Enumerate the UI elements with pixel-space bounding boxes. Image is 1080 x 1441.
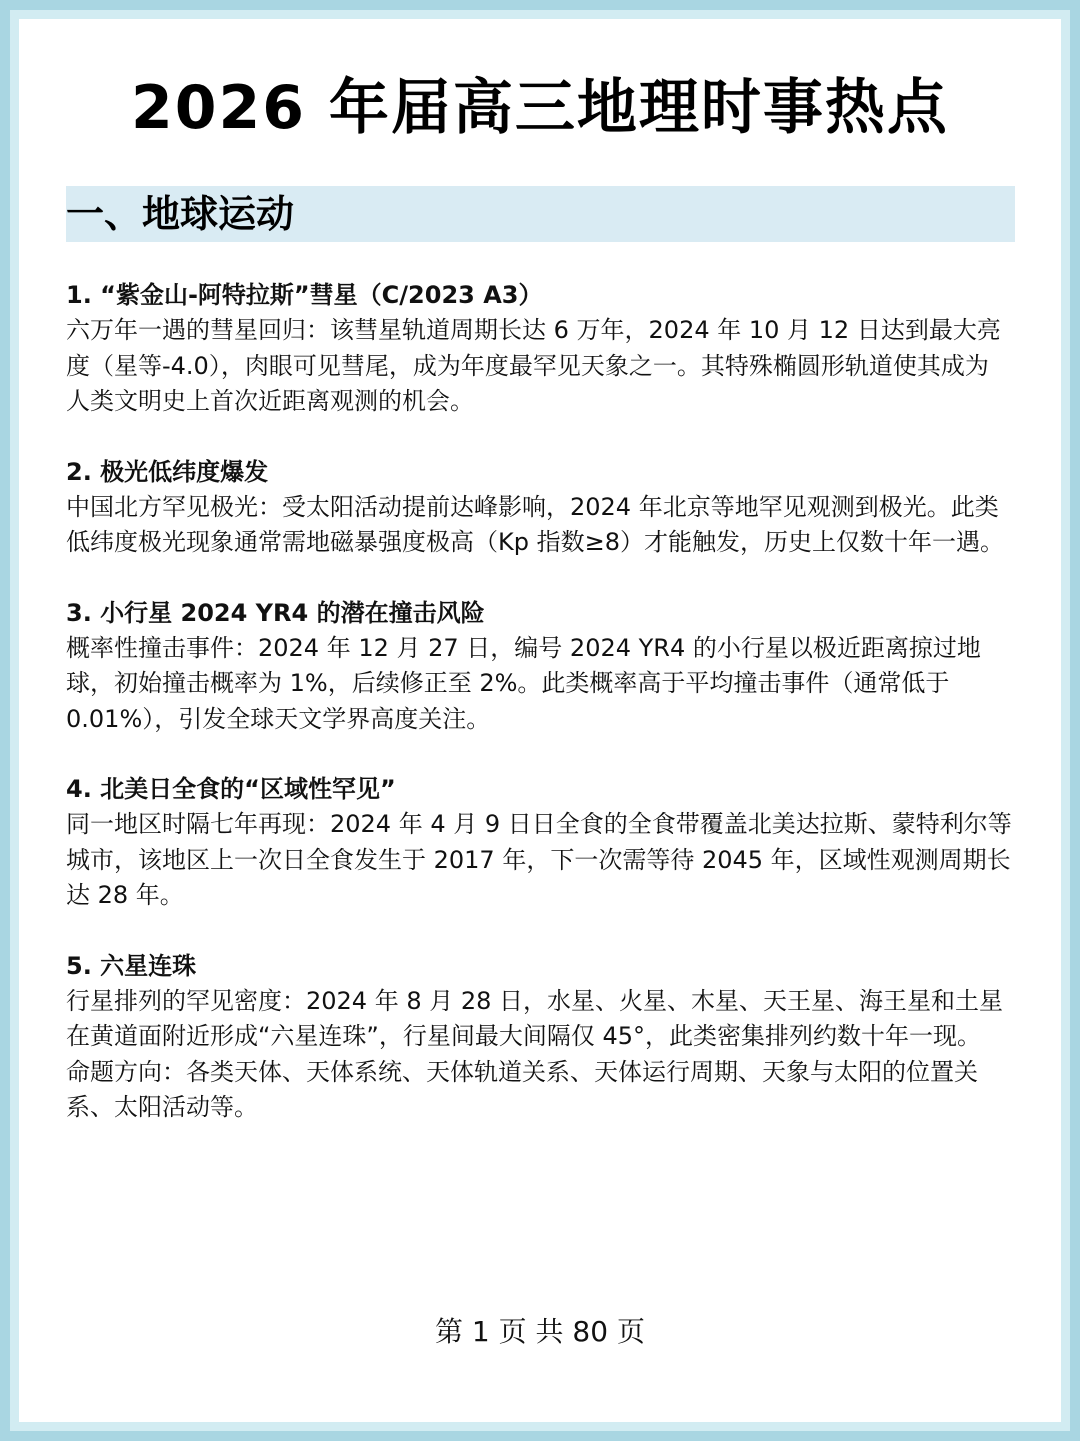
document-title: 2026 年届高三地理时事热点 (131, 73, 949, 143)
article-item-3 (66, 596, 1012, 738)
item-body: 六万年一遇的彗星回归：该彗星轨道周期长达 6 万年，2024 年 10 月 12 日达到最大亮度（星等-4.0），肉眼可见彗尾，成为年度最罕见天象之一。其特殊椭圆形轨道使其成为人类文明史上首次近距离观测的机会。 (66, 316, 1001, 415)
article-item-4 (66, 772, 1012, 914)
article-item-2 (66, 455, 1012, 561)
article-item-1 (66, 278, 1012, 420)
item-title: 5. 六星连珠 (66, 951, 197, 980)
item-title: 3. 小行星 2024 YR4 的潜在撞击风险 (66, 598, 485, 627)
item-title: 1. “紫金山-阿特拉斯”彗星（C/2023 A3） (66, 281, 543, 309)
item-body: 同一地区时隔七年再现：2024 年 4 月 9 日日全食的全食带覆盖北美达拉斯、蒙特利尔等城市，该地区上一次日全食发生于 2017 年，下一次需等待 2045 年，区域性观测周期长达 28 年。 (66, 810, 1012, 909)
item-title: 2. 极光低纬度爆发 (66, 457, 269, 486)
item-body: 行星排列的罕见密度：2024 年 8 月 28 日，水星、火星、木星、天王星、海王星和土星在黄道面附近形成“六星连珠”，行星间最大间隔仅 45°，此类密集排列约数十年一现。 (66, 986, 1004, 1050)
item-body: 概率性撞击事件：2024 年 12 月 27 日，编号 2024 YR4 的小行星以极近距离掠过地球，初始撞击概率为 1%，后续修正至 2%。此类概率高于平均撞击事件（通常低于 0.01%），引发全球天文学界高度关注。 (66, 633, 981, 733)
page-number: 第 1 页 共 80 页 (435, 1315, 645, 1348)
item-title: 4. 北美日全食的“区域性罕见” (66, 775, 396, 803)
item-note: 命题方向：各类天体、天体系统、天体轨道关系、天体运行周期、天象与太阳的位置关系、太阳活动等。 (66, 1057, 978, 1121)
item-body: 中国北方罕见极光：受太阳活动提前达峰影响，2024 年北京等地罕见观测到极光。此类低纬度极光现象通常需地磁暴强度极高（Kp 指数≥8）才能触发，历史上仅数十年一遇。 (66, 492, 1004, 556)
article-item-5 (66, 949, 1012, 1126)
article-content (66, 278, 1012, 1161)
section-title: 一、地球运动 (66, 192, 295, 236)
